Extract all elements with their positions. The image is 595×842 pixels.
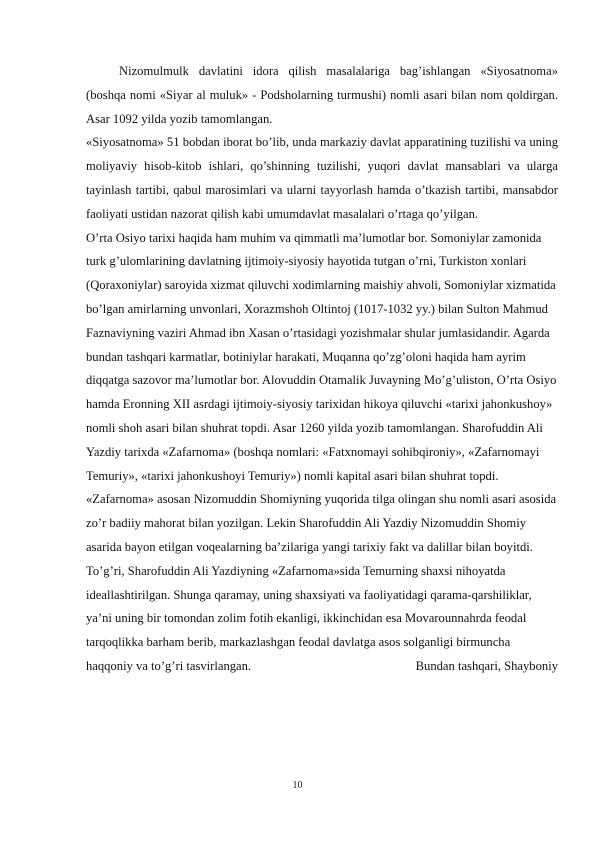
paragraph-central-asia-history: O’rta Osiyo tarixi haqida ham muhim va qimmatli ma’lumotlar bor. Somoniylar zamonida turk g’ulomlarining davlatning ijtimoiy-siyosiy hayotida tutgan o’rni, Turkiston xonlari (Qoraxoniylar) saroyida xizmat qiluvchi xodimlarning maishiy ahvoli, Somoniylar xizmatida bo’lgan amirlarning unvonlari, Xorazmshoh Oltintoj (1017-1032 yy.) bilan Sulton Mahmud Faznaviyning vaziri Ahmad ibn Xasan o’rtasidagi yozishmalar shular jumlasidandir. Agarda bundan tashqari karmatlar, botiniylar harakati, Muqanna qo’zg’oloni haqida ham ayrim diqqatga sazovor ma’lumotlar bor. Alovuddin Otamalik Juvayning Mo’g’uliston, O’rta Osiyo hamda Eronning XII asrdagi ijtimoiy-siyosiy tarixidan hikoya qiluvchi «tarixi jahonkushoy» nomli shoh asari bilan shuhrat topdi. Asar 1260 yilda yozib tamomlangan. Sharofuddin Ali Yazdiy tarixda «Zafarnoma» (boshqa nomlari: «Fatxnomayi sohibqironiy», «Zafarnomayi Temuriy», «tarixi jahonkushoyi Temuriy») nomli kapital asari bilan shuhrat topdi. «Zafarnoma» asosan Nizomuddin Shomiyning yuqorida tilga olingan shu nomli asari asosida zo’r badiiy mahorat bilan yozilgan. Lekin Sharofuddin Ali Yazdiy Nizomuddin Shomiy asarida bayon etilgan voqealarning ba’zilariga yangi tarixiy fakt va dalillar bilan boyitdi. To’g’ri, Sharofuddin Ali Yazdiyning «Zafarnoma»sida Temurning shaxsi nihoyatda ideallashtirilgan. Shunga qaramay, uning shaxsiyati va faoliyatidagi qarama-qarshiliklar, ya’ni uning bir tomondan zolim fotih ekanligi, ikkinchidan esa Movarounnahrda feodal tarqoqlikka barham berib, markazlashgan feodal davlatga asos solganligi birmuncha haqqoniy va to’g’ri tasvirlangan. <box>86 230 557 673</box>
paragraph-continuation: Bundan tashqari, Shayboniy <box>415 658 558 673</box>
page-number: 10 <box>292 780 303 791</box>
paragraph-siyosatnoma-structure: «Siyosatnoma» 51 bobdan iborat bo’lib, unda markaziy davlat apparatining tuzilishi va uning moliyaviy hisob-kitob ishlari, qo’shinning tuzilishi, yuqori davlat mansablari va ularga tayinlash tartibi, qabul marosimlari va ularni tayyorlash hamda o’tkazish tartibi, mansabdor faoliyati ustidan nazorat qilish kabi umumdavlat masalalari o’rtaga qo’yilgan. <box>86 135 558 221</box>
paragraph-siyosatnoma-intro: Nizomulmulk davlatini idora qilish masalalariga bag’ishlangan «Siyosatnoma» (boshqa nomi «Siyar al muluk» - Podsholarning turmushi) nomli asari bilan nom qoldirgan. Asar 1092 yilda yozib tamomlangan. <box>86 64 558 126</box>
document-page <box>86 60 558 679</box>
